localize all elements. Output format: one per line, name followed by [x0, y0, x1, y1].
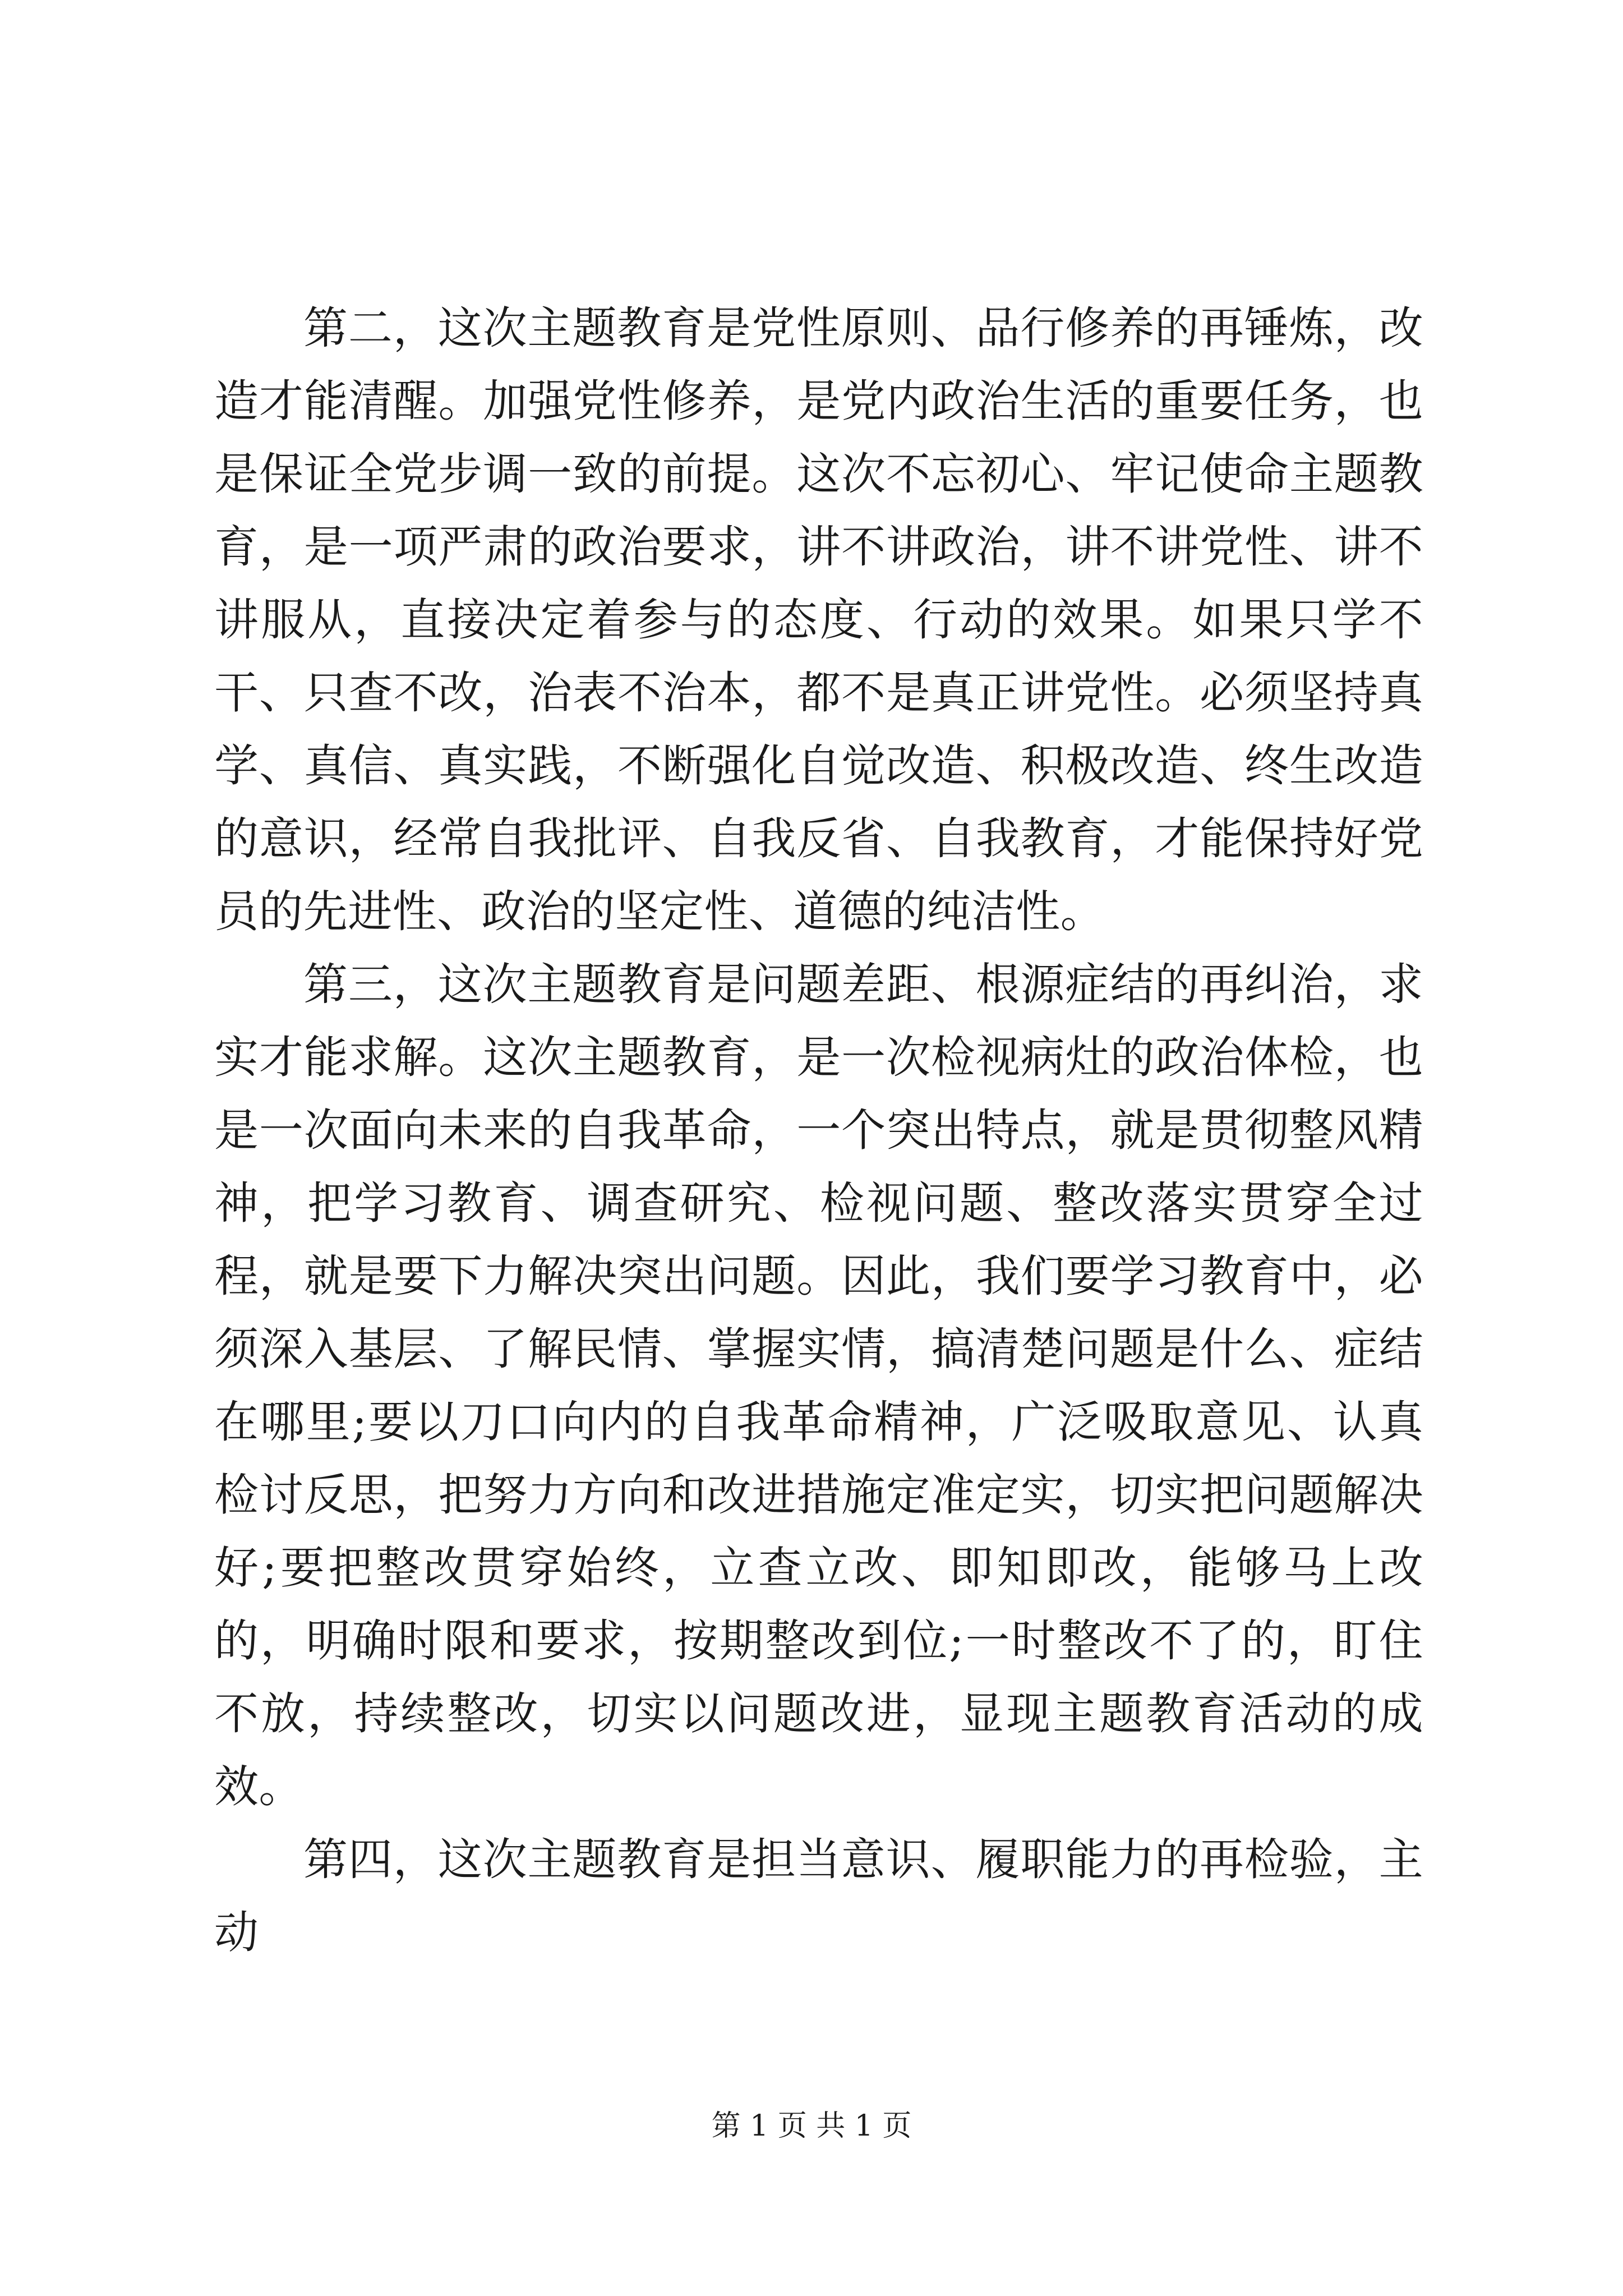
paragraph-third-point: 第三，这次主题教育是问题差距、根源症结的再纠治，求实才能求解。这次主题教育，是一次检视病灶的政治体检，也是一次面向未来的自我革命，一个突出特点，就是贯彻整风精神，把学习教育、调查研究、检视问题、整改落实贯穿全过程，就是要下力解决突出问题。因此，我们要学习教育中，必须深入基层、了解民情、掌握实情，搞清楚问题是什么、症结在哪里;要以刀口向内的自我革命精神，广泛吸取意见、认真检讨反思，把努力方向和改进措施定准定实，切实把问题解决好;要把整改贯穿始终，立查立改、即知即改，能够马上改的，明确时限和要求，按期整改到位;一时整改不了的，盯住不放，持续整改，切实以问题改进，显现主题教育活动的成效。 [214, 959, 1423, 1812]
page-footer: 第 1 页 共 1 页 [711, 2109, 912, 2143]
document-body [214, 292, 1423, 1969]
paragraph-second-point: 第二，这次主题教育是党性原则、品行修养的再锤炼，改造才能清醒。加强党性修养，是党内政治生活的重要任务，也是保证全党步调一致的前提。这次不忘初心、牢记使命主题教育，是一项严肃的政治要求，讲不讲政治，讲不讲党性、讲不讲服从，直接决定着参与的态度、行动的效果。如果只学不干、只查不改，治表不治本，都不是真正讲党性。必须坚持真学、真信、真实践，不断强化自觉改造、积极改造、终生改造的意识，经常自我批评、自我反省、自我教育，才能保持好党员的先进性、政治的坚定性、道德的纯洁性。 [214, 302, 1423, 937]
paragraph-fourth-point: 第四，这次主题教育是担当意识、履职能力的再检验，主动 [214, 1834, 1423, 1958]
